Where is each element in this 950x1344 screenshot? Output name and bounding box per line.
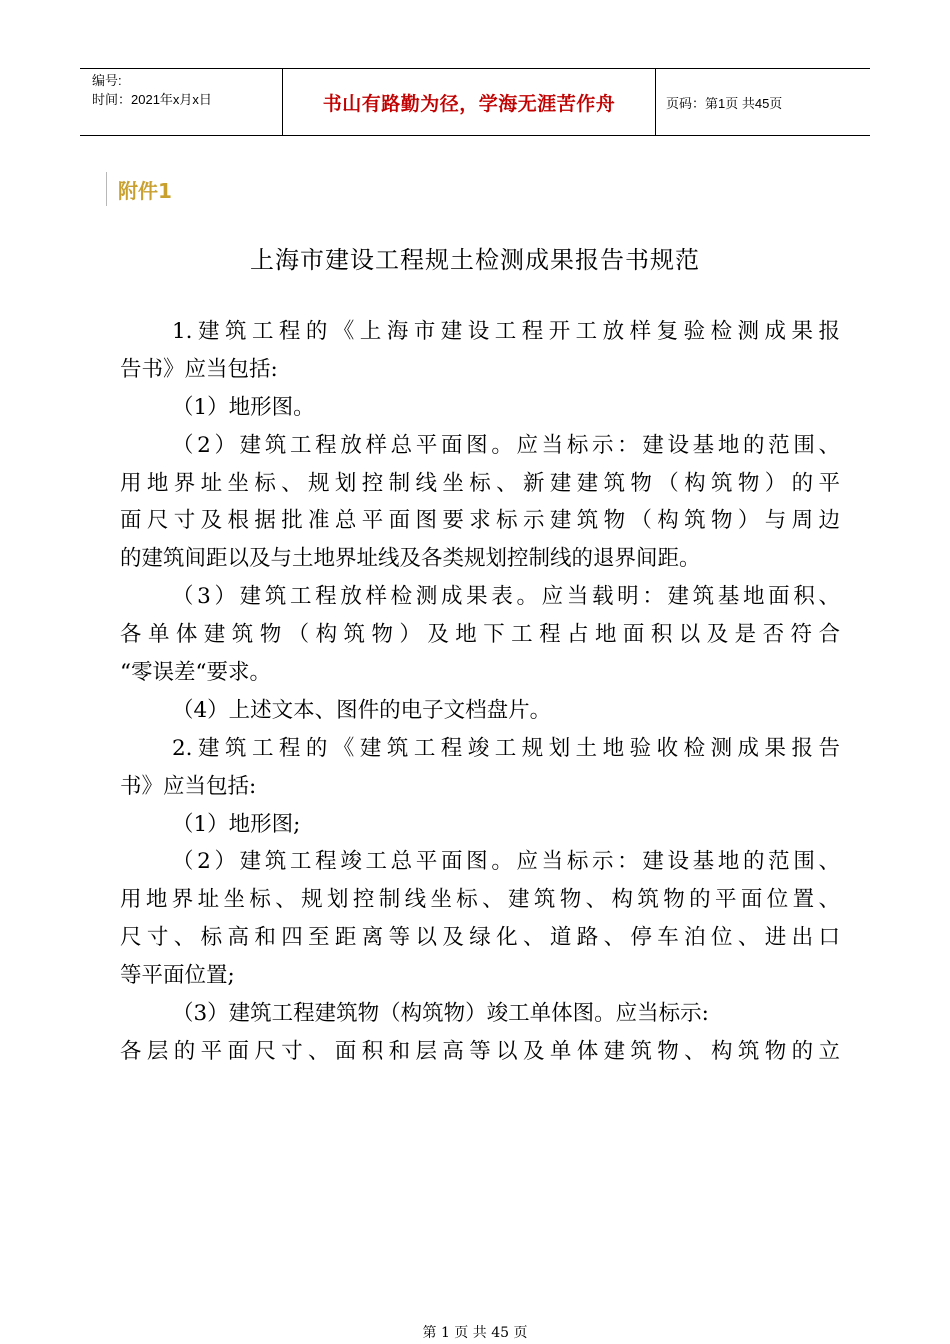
- body-line: 用地界址坐标、规划控制线坐标、建筑物、构筑物的平面位置、: [120, 887, 840, 913]
- header-motto-cell: [282, 69, 656, 135]
- header-meta: [80, 69, 282, 135]
- body-line: 面尺寸及根据批准总平面图要求标示建筑物（构筑物）与周边: [120, 508, 840, 534]
- number-label: 编号:: [92, 73, 122, 88]
- body-line: 各层的平面尺寸、面积和层高等以及单体建筑物、构筑物的立: [120, 1038, 840, 1064]
- attachment-marker-bar: [106, 172, 107, 206]
- page-header: [80, 68, 870, 136]
- body-line: “零误差“要求。: [120, 660, 271, 686]
- body-line: （3）建筑工程建筑物（构筑物）竣工单体图。应当标示:: [172, 1001, 709, 1027]
- document-body: [120, 313, 840, 1071]
- body-line: （4）上述文本、图件的电子文档盘片。: [172, 697, 552, 723]
- body-line: （1）地形图。: [172, 394, 315, 420]
- attachment-label: 附件1: [118, 179, 172, 203]
- body-line: 用地界址坐标、规划控制线坐标、新建建筑物（构筑物）的平: [120, 470, 840, 496]
- header-page-info-cell: [656, 69, 870, 135]
- body-line: （1）地形图;: [172, 811, 301, 837]
- body-line: 1.建筑工程的《上海市建设工程开工放样复验检测成果报: [172, 319, 840, 344]
- body-line: 等平面位置;: [120, 963, 235, 989]
- body-line: （3）建筑工程放样检测成果表。应当载明：建筑基地面积、: [172, 584, 840, 610]
- body-line: 2.建筑工程的《建筑工程竣工规划土地验收检测成果报告: [172, 735, 840, 761]
- body-line: 书》应当包括:: [120, 773, 257, 799]
- header-page-info: 页码：第1页 共45页: [666, 95, 783, 111]
- body-line: （2）建筑工程竣工总平面图。应当标示：建设基地的范围、: [172, 849, 840, 875]
- time-label: 时间：2021年x月x日: [92, 92, 212, 107]
- body-line: 的建筑间距以及与土地界址线及各类规划控制线的退界间距。: [120, 546, 701, 572]
- page-footer: 第 1 页 共 45 页: [422, 1325, 528, 1341]
- body-line: 尺寸、标高和四至距离等以及绿化、道路、停车泊位、进出口: [120, 925, 840, 951]
- document-title: 上海市建设工程规土检测成果报告书规范: [250, 246, 700, 274]
- body-line: 告书》应当包括:: [120, 356, 278, 382]
- body-line: （2）建筑工程放样总平面图。应当标示：建设基地的范围、: [172, 432, 840, 458]
- body-line: 各单体建筑物（构筑物）及地下工程占地面积以及是否符合: [120, 622, 840, 648]
- header-motto: 书山有路勤为径，学海无涯苦作舟: [322, 92, 616, 115]
